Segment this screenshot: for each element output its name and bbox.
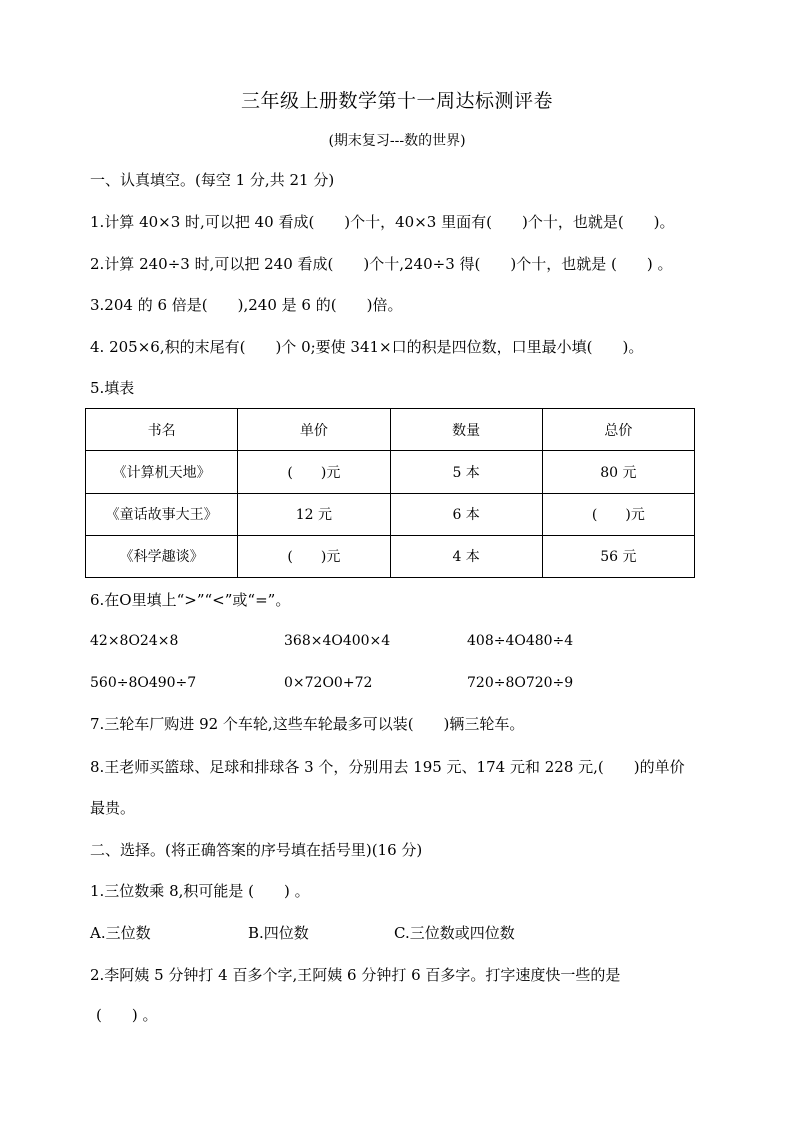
compare-item: 368×4O400×4	[284, 633, 391, 649]
compare-item: 720÷8O720÷9	[467, 675, 574, 691]
question-1-1: 1.计算 40×3 时,可以把 40 看成( )个十，40×3 里面有( )个十，也就是( )。	[90, 213, 675, 231]
section-2-heading: 二、选择。(将正确答案的序号填在括号里)(16 分)	[90, 841, 423, 859]
table-header-cell: 数量	[390, 409, 542, 451]
table-row	[86, 535, 695, 577]
compare-item: 0×72O0+72	[284, 675, 373, 691]
compare-item: 408÷4O480÷4	[467, 633, 574, 649]
table-row	[86, 493, 695, 535]
question-1-3: 3.204 的 6 倍是( ),240 是 6 的( )倍。	[90, 296, 403, 314]
table-header-cell: 总价	[542, 409, 694, 451]
table-cell: ( )元	[238, 451, 390, 493]
table-cell: 4 本	[390, 535, 542, 577]
option-b: B.四位数	[248, 924, 309, 942]
page-subtitle: (期末复习---数的世界)	[328, 133, 466, 149]
table-header-cell: 书名	[86, 409, 238, 451]
question-2-2: 2.李阿姨 5 分钟打 4 百多个字,王阿姨 6 分钟打 6 百多字。打字速度快一些的是	[90, 966, 621, 984]
table-cell: 80 元	[542, 451, 694, 493]
question-1-6: 6.在O里填上“>”“<”或“=”。	[90, 591, 291, 609]
compare-item: 42×8O24×8	[90, 633, 179, 649]
question-1-8: 8.王老师买篮球、足球和排球各 3 个，分别用去 195 元、174 元和 228 元,( )的单价	[90, 758, 685, 776]
section-1-heading: 一、认真填空。(每空 1 分,共 21 分)	[90, 171, 335, 189]
question-1-4: 4. 205×6,积的末尾有( )个 0;要使 341×口的积是四位数，口里最小填( )。	[90, 338, 644, 356]
question-2-2-continued: ( ) 。	[96, 1006, 158, 1024]
table-row	[86, 451, 695, 493]
option-c: C.三位数或四位数	[394, 924, 515, 942]
compare-item: 560÷8O490÷7	[90, 675, 197, 691]
option-a: A.三位数	[90, 924, 151, 942]
table-cell: 《科学趣谈》	[86, 535, 238, 577]
table-cell: 12 元	[238, 493, 390, 535]
table-cell: 56 元	[542, 535, 694, 577]
question-1-5: 5.填表	[90, 379, 135, 397]
question-1-8-continued: 最贵。	[90, 799, 136, 817]
question-2-1: 1.三位数乘 8,积可能是 ( ) 。	[90, 882, 310, 900]
table-cell: 《计算机天地》	[86, 451, 238, 493]
table-cell: ( )元	[542, 493, 694, 535]
question-1-2: 2.计算 240÷3 时,可以把 240 看成( )个十,240÷3 得( )个十，也就是 ( ) 。	[90, 255, 673, 273]
table-cell: 6 本	[390, 493, 542, 535]
table-cell: ( )元	[238, 535, 390, 577]
page-title: 三年级上册数学第十一周达标测评卷	[240, 90, 553, 112]
table-header-row	[86, 409, 695, 451]
table-cell: 《童话故事大王》	[86, 493, 238, 535]
table-cell: 5 本	[390, 451, 542, 493]
book-price-table	[85, 408, 695, 578]
table-header-cell: 单价	[238, 409, 390, 451]
question-1-7: 7.三轮车厂购进 92 个车轮,这些车轮最多可以装( )辆三轮车。	[90, 715, 525, 733]
